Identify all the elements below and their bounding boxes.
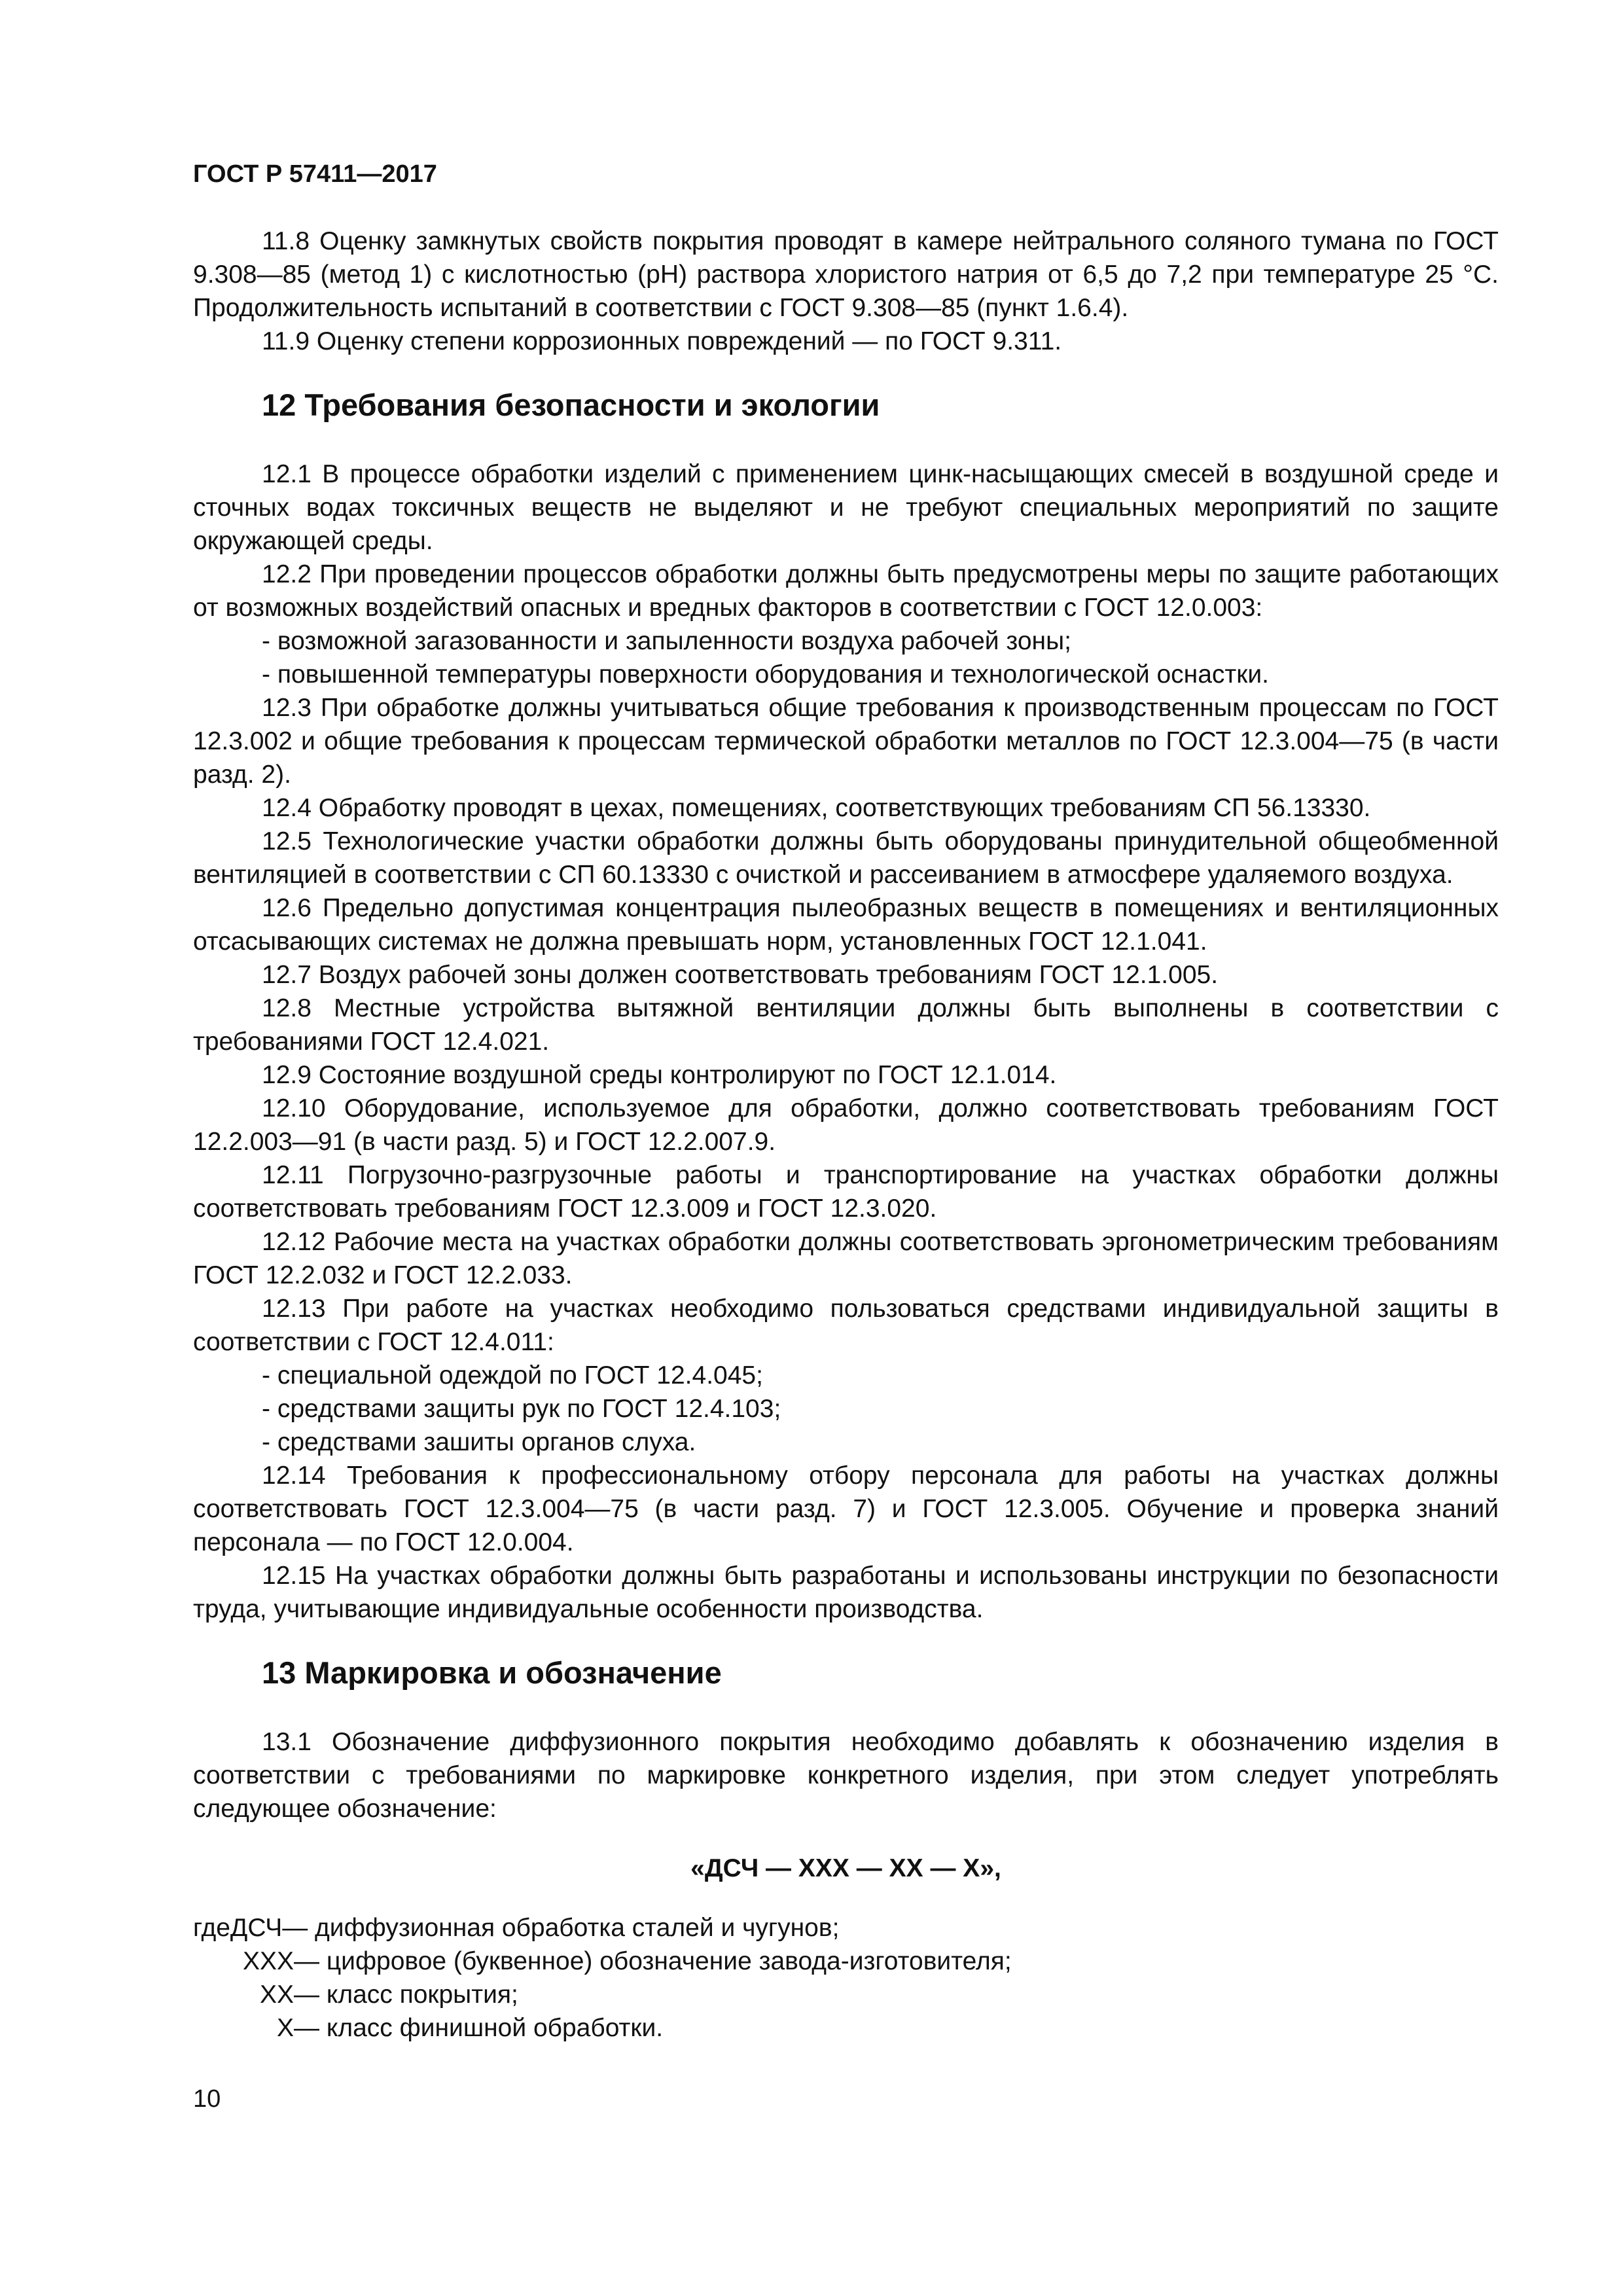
paragraph-12-13: 12.13 При работе на участках необходимо пользоваться средствами индивидуальной защиты в соответствии с ГОСТ 12.4.011: xyxy=(193,1295,1499,1356)
paragraph-12-9: 12.9 Состояние воздушной среды контролируют по ГОСТ 12.1.014. xyxy=(262,1061,1057,1089)
legend-row xyxy=(193,1978,1499,2011)
list-item: - средствами защиты рук по ГОСТ 12.4.103; xyxy=(262,1395,781,1423)
paragraph-12-5: 12.5 Технологические участки обработки должны быть оборудованы принудительной общеобменной вентиляцией в соответствии с СП 60.13330 с очисткой и рассеиванием в атмосфере удаляемого воздуха. xyxy=(193,827,1499,889)
legend-symbol: ХХХ xyxy=(242,1947,294,1975)
legend-text: — цифровое (буквенное) обозначение завода-изготовителя; xyxy=(294,1947,1012,1975)
paragraph-13-1: 13.1 Обозначение диффузионного покрытия необходимо добавлять к обозначению изделия в соответствии с требованиями по маркировке конкретного изделия, при этом следует употреблять следующее обозначение: xyxy=(193,1728,1499,1823)
paragraph-12-2: 12.2 При проведении процессов обработки должны быть предусмотрены меры по защите работающих от возможных воздействий опасных и вредных факторов в соответствии с ГОСТ 12.0.003: xyxy=(193,560,1499,622)
legend-prefix: где xyxy=(193,1914,230,1942)
legend-symbol: ДСЧ xyxy=(230,1914,283,1942)
section-13-heading: 13 Маркировка и обозначение xyxy=(262,1655,722,1690)
list-item: - повышенной температуры поверхности оборудования и технологической оснастки. xyxy=(262,660,1269,689)
paragraph-11-8: 11.8 Оценку замкнутых свойств покрытия проводят в камере нейтрального соляного тумана по ГОСТ 9.308—85 (метод 1) с кислотностью (рН) раствора хлористого натрия от 6,5 до 7,2 при температуре 25 °С. Продолжительность испытаний в соответствии с ГОСТ 9.308—85 (пункт 1.6.4). xyxy=(193,227,1499,322)
paragraph-11-9: 11.9 Оценку степени коррозионных повреждений — по ГОСТ 9.311. xyxy=(262,327,1062,355)
paragraph-12-14: 12.14 Требования к профессиональному отбору персонала для работы на участках должны соответствовать ГОСТ 12.3.004—75 (в части разд. 7) и ГОСТ 12.3.005. Обучение и проверка знаний персонала — по ГОСТ 12.0.004. xyxy=(193,1462,1499,1556)
paragraph-12-1: 12.1 В процессе обработки изделий с применением цинк-насыщающих смесей в воздушной среде и сточных водах токсичных веществ не выделяют и не требуют специальных мероприятий по защите окружающей среды. xyxy=(193,460,1499,555)
paragraph-12-10: 12.10 Оборудование, используемое для обработки, должно соответствовать требованиям ГОСТ 12.2.003—91 (в части разд. 5) и ГОСТ 12.2.007.9. xyxy=(193,1094,1499,1156)
paragraph-12-8: 12.8 Местные устройства вытяжной вентиляции должны быть выполнены в соответствии с требованиями ГОСТ 12.4.021. xyxy=(193,994,1499,1056)
legend-symbol: ХХ xyxy=(259,1981,294,2009)
page-number: 10 xyxy=(193,2085,221,2113)
legend-row xyxy=(193,2011,1499,2045)
formula-legend xyxy=(193,1911,1499,2045)
paragraph-12-6: 12.6 Предельно допустимая концентрация пылеобразных веществ в помещениях и вентиляционных отсасывающих системах не должна превышать норм, установленных ГОСТ 12.1.041. xyxy=(193,894,1499,956)
section-12-heading: 12 Требования безопасности и экологии xyxy=(262,387,880,422)
legend-row xyxy=(193,1945,1499,1978)
paragraph-12-11: 12.11 Погрузочно-разгрузочные работы и транспортирование на участках обработки должны соответствовать требованиям ГОСТ 12.3.009 и ГОСТ 12.3.020. xyxy=(193,1161,1499,1223)
list-item: - возможной загазованности и запыленности воздуха рабочей зоны; xyxy=(262,627,1071,655)
paragraph-12-12: 12.12 Рабочие места на участках обработки должны соответствовать эргонометрическим требованиям ГОСТ 12.2.032 и ГОСТ 12.2.033. xyxy=(193,1228,1499,1289)
designation-formula: «ДСЧ — ХХХ — ХХ — Х», xyxy=(690,1854,1001,1882)
paragraph-12-4: 12.4 Обработку проводят в цехах, помещениях, соответствующих требованиям СП 56.13330. xyxy=(262,794,1371,822)
paragraph-12-7: 12.7 Воздух рабочей зоны должен соответствовать требованиям ГОСТ 12.1.005. xyxy=(262,961,1219,989)
paragraph-12-15: 12.15 На участках обработки должны быть разработаны и использованы инструкции по безопасности труда, учитывающие индивидуальные особенности производства. xyxy=(193,1562,1499,1623)
legend-text: — класс финишной обработки. xyxy=(294,2014,664,2042)
paragraph-12-3: 12.3 При обработке должны учитываться общие требования к производственным процессам по ГОСТ 12.3.002 и общие требования к процессам термической обработки металлов по ГОСТ 12.3.004—75 (в части разд. 2). xyxy=(193,694,1499,789)
document-code: ГОСТ Р 57411—2017 xyxy=(193,160,437,188)
legend-text: — диффузионная обработка сталей и чугунов; xyxy=(282,1914,840,1942)
legend-text: — класс покрытия; xyxy=(294,1981,518,2009)
list-item: - специальной одеждой по ГОСТ 12.4.045; xyxy=(262,1361,763,1390)
list-item: - средствами зашиты органов слуха. xyxy=(262,1428,696,1456)
legend-row xyxy=(193,1911,1499,1945)
legend-symbol: Х xyxy=(276,2014,294,2042)
page-body xyxy=(193,224,1499,2045)
